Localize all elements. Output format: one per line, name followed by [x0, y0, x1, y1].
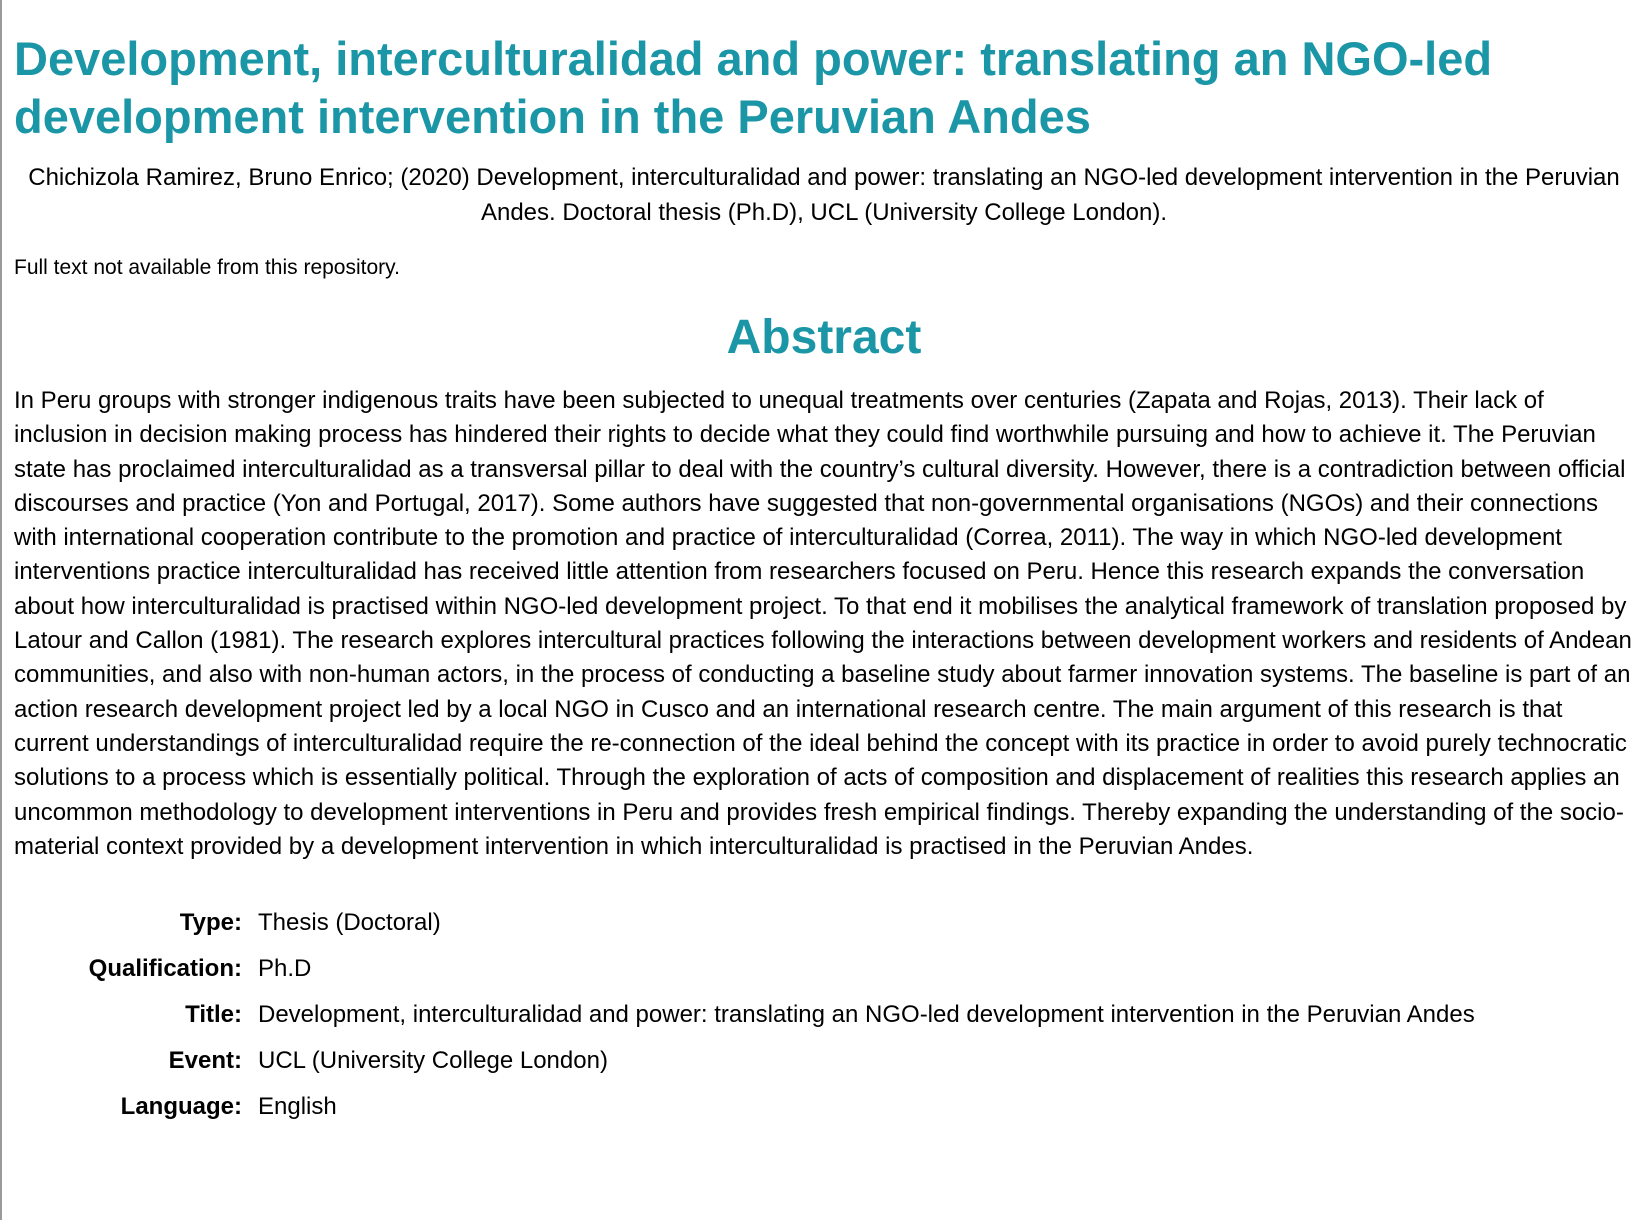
availability-note: Full text not available from this repository.: [14, 256, 400, 279]
metadata-label: Qualification:: [88, 955, 242, 983]
left-border: [0, 0, 2, 1220]
record-page: [14, 0, 1634, 1130]
abstract-heading: Abstract: [726, 311, 922, 364]
metadata-label: Title:: [185, 1001, 242, 1029]
metadata-value: Development, interculturalidad and power: translating an NGO-led development intervention in the Peruvian Andes: [258, 1001, 1475, 1029]
metadata-value: English: [258, 1093, 337, 1121]
metadata-row-event: [14, 1038, 1475, 1084]
metadata-value: Ph.D: [258, 955, 312, 983]
metadata-row-qualification: [14, 946, 1475, 992]
metadata-row-type: [14, 900, 1475, 946]
metadata-label: Type:: [179, 909, 242, 937]
metadata-table: [14, 900, 1475, 1130]
metadata-label: Event:: [168, 1047, 242, 1075]
metadata-row-title: [14, 992, 1475, 1038]
abstract-text: In Peru groups with stronger indigenous traits have been subjected to unequal treatments over centuries (Zapata and Rojas, 2013). Their lack of inclusion in decision making process has hindered their rights to decide what they could find worthwhile pursuing and how to achieve it. The Peruvian state has proclaimed interculturalidad as a transversal pillar to deal with the country’s cultural diversity. However, there is a contradiction between official discourses and practice (Yon and Portugal, 2017). Some authors have suggested that non-governmental organisations (NGOs) and their connections with international cooperation contribute to the promotion and practice of interculturalidad (Correa, 2011). The way in which NGO-led development interventions practice interculturalidad has received little attention from researchers focused on Peru. Hence this research expands the conversation about how interculturalidad is practised within NGO-led development project. To that end it mobilises the analytical framework of translation proposed by Latour and Callon (1981). The research explores intercultural practices following the interactions between development workers and residents of Andean communities, and also with non-human actors, in the process of conducting a baseline study about farmer innovation systems. The baseline is part of an action research development project led by a local NGO in Cusco and an international research centre. The main argument of this research is that current understandings of interculturalidad require the re-connection of the ideal behind the concept with its practice in order to avoid purely technocratic solutions to a process which is essentially political. Through the exploration of acts of composition and displacement of realities this research applies an uncommon methodology to development interventions in Peru and provides fresh empirical findings. Thereby expanding the understanding of the socio-material context provided by a development intervention in which interculturalidad is practised in the Peruvian Andes.: [14, 387, 1632, 860]
metadata-value: Thesis (Doctoral): [258, 909, 441, 937]
metadata-value: UCL (University College London): [258, 1047, 608, 1075]
page-title: Development, interculturalidad and power: translating an NGO-led development intervention in the Peruvian Andes: [14, 32, 1493, 143]
citation: Chichizola Ramirez, Bruno Enrico; (2020) Development, interculturalidad and power: translating an NGO-led development intervention in the Peruvian Andes. Doctoral thesis (Ph.D), UCL (University College London).: [28, 164, 1620, 226]
metadata-row-language: [14, 1084, 1475, 1130]
metadata-label: Language:: [120, 1093, 242, 1121]
